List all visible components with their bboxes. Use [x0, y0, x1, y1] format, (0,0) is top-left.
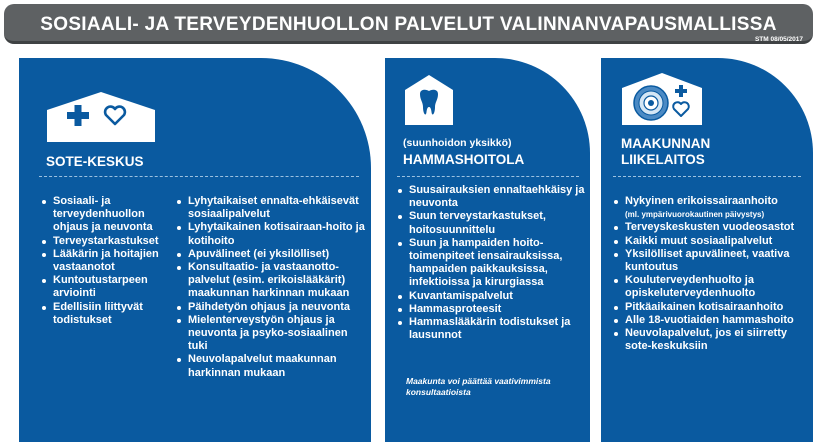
list-item-text: Nykyinen erikoissairaanhoito	[625, 195, 778, 207]
list-item: Suun ja hampaiden hoito-toimenpiteet iensairauksissa, hampaiden paikkauksissa, infektioissa ja kirurgiassa	[397, 237, 587, 290]
sote-keskus-title: SOTE-KESKUS	[46, 154, 144, 169]
list-item: Mielenterveystyön ohjaus ja neuvonta ja psyko-sosiaalinen tuki	[176, 314, 366, 354]
agency-title	[621, 136, 710, 168]
sote-list-left	[41, 195, 176, 327]
list-item: Apuvälineet (ei yksilölliset)	[176, 248, 366, 261]
sote-keskus-panel	[19, 58, 371, 442]
list-item: Kuntoutustarpeen arviointi	[41, 274, 176, 300]
agency-title-line2: LIIKELAITOS	[621, 152, 705, 167]
hammashoitola-title: HAMMASHOITOLA	[403, 152, 525, 167]
house-plus-heart-icon	[45, 90, 157, 144]
list-item: Päihdetyön ohjaus ja neuvonta	[176, 301, 366, 314]
list-item: Pitkäaikainen kotisairaanhoito	[613, 301, 811, 314]
list-item: Suusairauksien ennaltaehkäisy ja neuvonta	[397, 184, 587, 210]
list-item	[613, 195, 811, 221]
list-item-subtext: (ml. ympärivuorokautinen päivystys)	[625, 210, 765, 220]
list-item: Lyhytaikaiset ennalta-ehkäisevät sosiaalipalvelut	[176, 195, 366, 221]
list-item: Hammasproteesit	[397, 303, 587, 316]
list-item: Konsultaatio- ja vastaanotto-palvelut (esim. erikoislääkärit) maakunnan harkinnan mukaan	[176, 261, 366, 301]
date-stamp: STM 08/05/2017	[754, 36, 803, 43]
hammashoitola-panel	[385, 58, 590, 442]
dental-list	[397, 184, 587, 342]
divider	[39, 176, 359, 177]
list-item: Kaikki muut sosiaalipalvelut	[613, 235, 811, 248]
house-scanner-icon	[621, 72, 703, 126]
list-item: Neuvolapalvelut maakunnan harkinnan mukaan	[176, 353, 366, 379]
list-item: Edellisiin liittyvät todistukset	[41, 301, 176, 327]
dental-subtitle: (suunhoidon yksikkö)	[403, 137, 512, 149]
list-item: Kuvantamispalvelut	[397, 290, 587, 303]
list-item: Lyhytaikainen kotisairaan-hoito ja kotihoito	[176, 221, 366, 247]
list-item: Alle 18-vuotiaiden hammashoito	[613, 314, 811, 327]
divider	[397, 176, 579, 177]
dental-note: Maakunta voi päättää vaativimmista konsultaatioista	[406, 376, 551, 397]
list-item: Sosiaali- ja terveydenhuollon ohjaus ja neuvonta	[41, 195, 176, 235]
agency-list	[613, 195, 811, 353]
title-bar	[4, 4, 813, 44]
list-item: Lääkärin ja hoitajien vastaanotot	[41, 248, 176, 274]
sote-list-right	[176, 195, 366, 380]
list-item: Suun terveystarkastukset, hoitosuunnittelu	[397, 210, 587, 236]
list-item: Neuvolapalvelut, jos ei siirretty sote-keskuksiin	[613, 327, 811, 353]
house-tooth-icon	[404, 74, 454, 126]
list-item: Hammaslääkärin todistukset ja lausunnot	[397, 316, 587, 342]
list-item: Kouluterveydenhuolto ja opiskeluterveydenhuolto	[613, 274, 811, 300]
list-item: Terveystarkastukset	[41, 235, 176, 248]
divider	[613, 176, 801, 177]
maakunnan-liikelaitos-panel	[601, 58, 813, 442]
page-title: SOSIAALI- JA TERVEYDENHUOLLON PALVELUT VALINNANVAPAUSMALLISSA	[40, 14, 777, 35]
scanner-icon	[634, 86, 668, 120]
agency-title-line1: MAAKUNNAN	[621, 136, 711, 151]
list-item: Yksilölliset apuvälineet, vaativa kuntoutus	[613, 248, 811, 274]
list-item: Terveyskeskusten vuodeosastot	[613, 221, 811, 234]
